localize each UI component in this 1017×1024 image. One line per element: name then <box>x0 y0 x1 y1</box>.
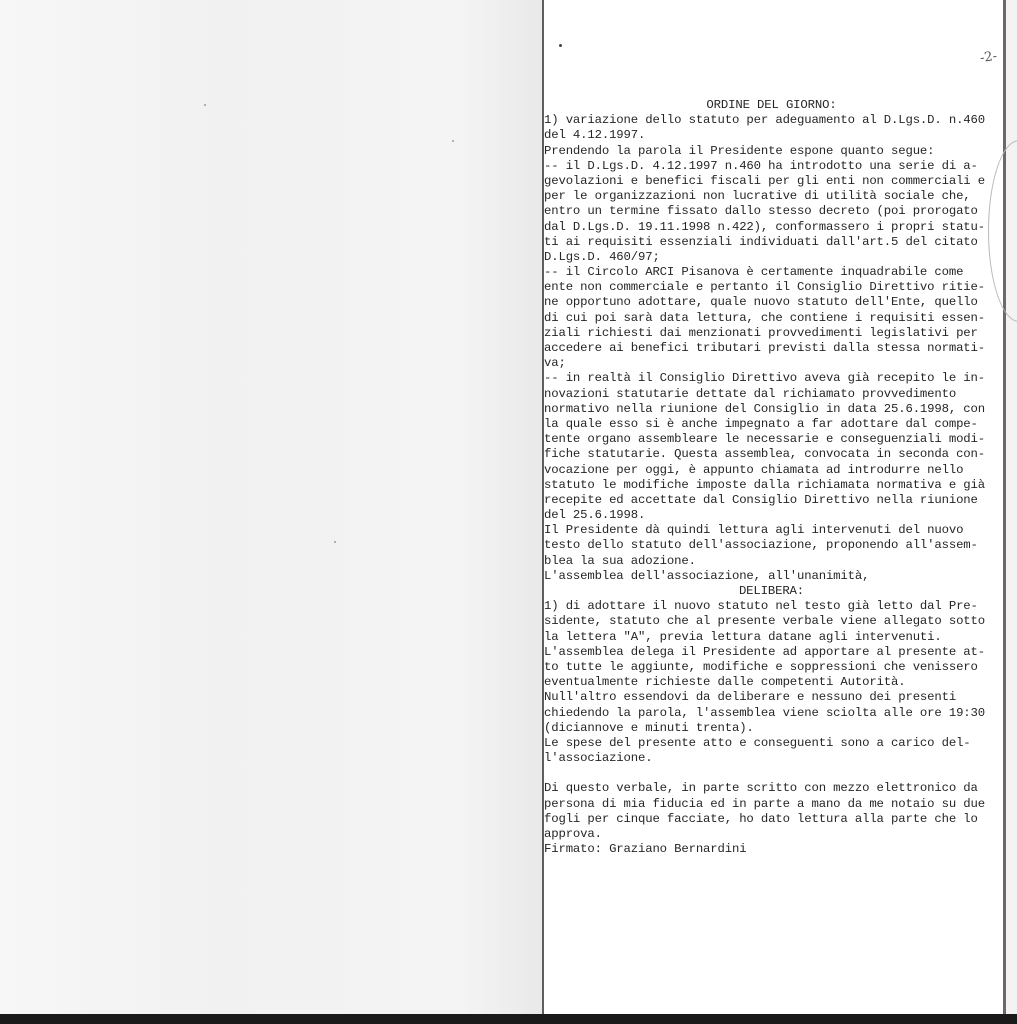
text-line: ente non commerciale e pertanto il Consiglio Direttivo ritie- <box>544 280 985 295</box>
delibera-heading: DELIBERA: <box>738 584 805 598</box>
text-line: ne opportuno adottare, quale nuovo statuto dell'Ente, quello <box>544 295 978 310</box>
text-line: eventualmente richieste dalle competenti Autorità. <box>544 675 906 690</box>
text-line: 1) di adottare il nuovo statuto nel testo già letto dal Pre- <box>544 599 978 614</box>
text-line: ziali richiesti dai menzionati provvedimenti legislativi per <box>544 325 978 340</box>
text-line: (diciannove e minuti trenta). <box>544 720 754 735</box>
text-line: Null'altro essendovi da deliberare e nessuno dei presenti <box>544 690 957 705</box>
text-line: -- il Circolo ARCI Pisanova è certamente inquadrabile come <box>544 265 964 280</box>
text-line: D.Lgs.D. 460/97; <box>544 249 660 264</box>
text-line: Le spese del presente atto e conseguenti sono a carico del- <box>544 735 971 750</box>
agenda-body <box>544 113 999 584</box>
page-number: -2- <box>979 48 999 67</box>
text-line: accedere ai benefici tributari previsti dalla stessa normati- <box>544 341 985 355</box>
text-line: to tutte le aggiunte, modifiche e soppressioni che venissero <box>544 659 978 674</box>
text-line: blea la sua adozione. <box>544 553 696 568</box>
text-line: la lettera "A", previa lettura datane agli intervenuti. <box>544 629 942 644</box>
text-line: fiche statutarie. Questa assemblea, convocata in seconda con- <box>544 447 985 462</box>
scanner-bottom-edge <box>0 1014 1017 1024</box>
text-line: tente organo assembleare le necessarie e conseguenziali modi- <box>544 432 985 447</box>
text-line: gevolazioni e benefici fiscali per gli enti non commerciali e <box>544 173 985 188</box>
text-line: vocazione per oggi, è appunto chiamata ad introdurre nello <box>544 462 964 477</box>
text-line: L'assemblea delega il Presidente ad apportare al presente at- <box>544 644 985 659</box>
text-line: statuto le modifiche imposte dalla richiamata normativa e già <box>544 477 985 492</box>
closing-paragraph <box>544 781 999 857</box>
text-line: ti ai requisiti essenziali individuati dall'art.5 del citato <box>544 234 978 249</box>
text-line: chiedendo la parola, l'assemblea viene sciolta alle ore 19:30 <box>544 705 985 720</box>
text-line: Di questo verbale, in parte scritto con mezzo elettronico da <box>544 781 978 796</box>
text-line: fogli per cinque facciate, ho dato lettura alla parte che lo <box>544 811 978 826</box>
text-line: testo dello statuto dell'associazione, proponendo all'assem- <box>544 538 978 553</box>
ink-dot <box>559 44 562 47</box>
text-line: la quale esso si è anche impegnato a far adottare dal compe- <box>544 416 978 431</box>
text-line: -- in realtà il Consiglio Direttivo aveva già recepito le in- <box>544 371 985 386</box>
left-page-speck <box>334 541 336 543</box>
paragraph-gap <box>544 766 999 781</box>
text-line: va; <box>544 356 566 371</box>
delibera-body <box>544 599 999 766</box>
text-line: persona di mia fiducia ed in parte a mano da me notaio su due <box>544 796 985 811</box>
text-line: del 4.12.1997. <box>544 128 646 143</box>
text-line: novazioni statutarie dettate dal richiamato provvedimento <box>544 386 957 401</box>
agenda-heading: ORDINE DEL GIORNO: <box>706 98 837 112</box>
text-line: normativo nella riunione del Consiglio in data 25.6.1998, con <box>544 401 985 416</box>
text-line: l'associazione. <box>544 751 653 766</box>
text-line: entro un termine fissato dallo stesso decreto (poi prorogato <box>544 204 978 219</box>
text-line: L'assemblea dell'associazione, all'unanimità, <box>544 568 870 583</box>
text-line: sidente, statuto che al presente verbale viene allegato sotto <box>544 614 985 629</box>
left-page-speck <box>452 140 454 142</box>
text-line: approva. <box>544 827 602 841</box>
text-line: 1) variazione dello statuto per adeguamento al D.Lgs.D. n.460 <box>544 113 985 128</box>
text-line: recepite ed accettate dal Consiglio Direttivo nella riunione <box>544 492 978 507</box>
signature-line: Firmato: Graziano Bernardini <box>544 842 747 857</box>
text-line: di cui poi sarà data lettura, che contiene i requisiti essen- <box>544 310 985 325</box>
text-line: Prendendo la parola il Presidente espone quanto segue: <box>544 143 935 158</box>
left-page-speck <box>204 104 206 106</box>
text-line: del 25.6.1998. <box>544 508 646 523</box>
text-line: Il Presidente dà quindi lettura agli intervenuti del nuovo <box>544 523 964 538</box>
verbale-text-block <box>544 98 999 857</box>
text-line: per le organizzazioni non lucrative di utilità sociale che, <box>544 189 971 204</box>
text-line: dal D.Lgs.D. 19.11.1998 n.422), conformassero i propri statu- <box>544 219 985 234</box>
text-line: -- il D.Lgs.D. 4.12.1997 n.460 ha introdotto una serie di a- <box>544 158 978 173</box>
